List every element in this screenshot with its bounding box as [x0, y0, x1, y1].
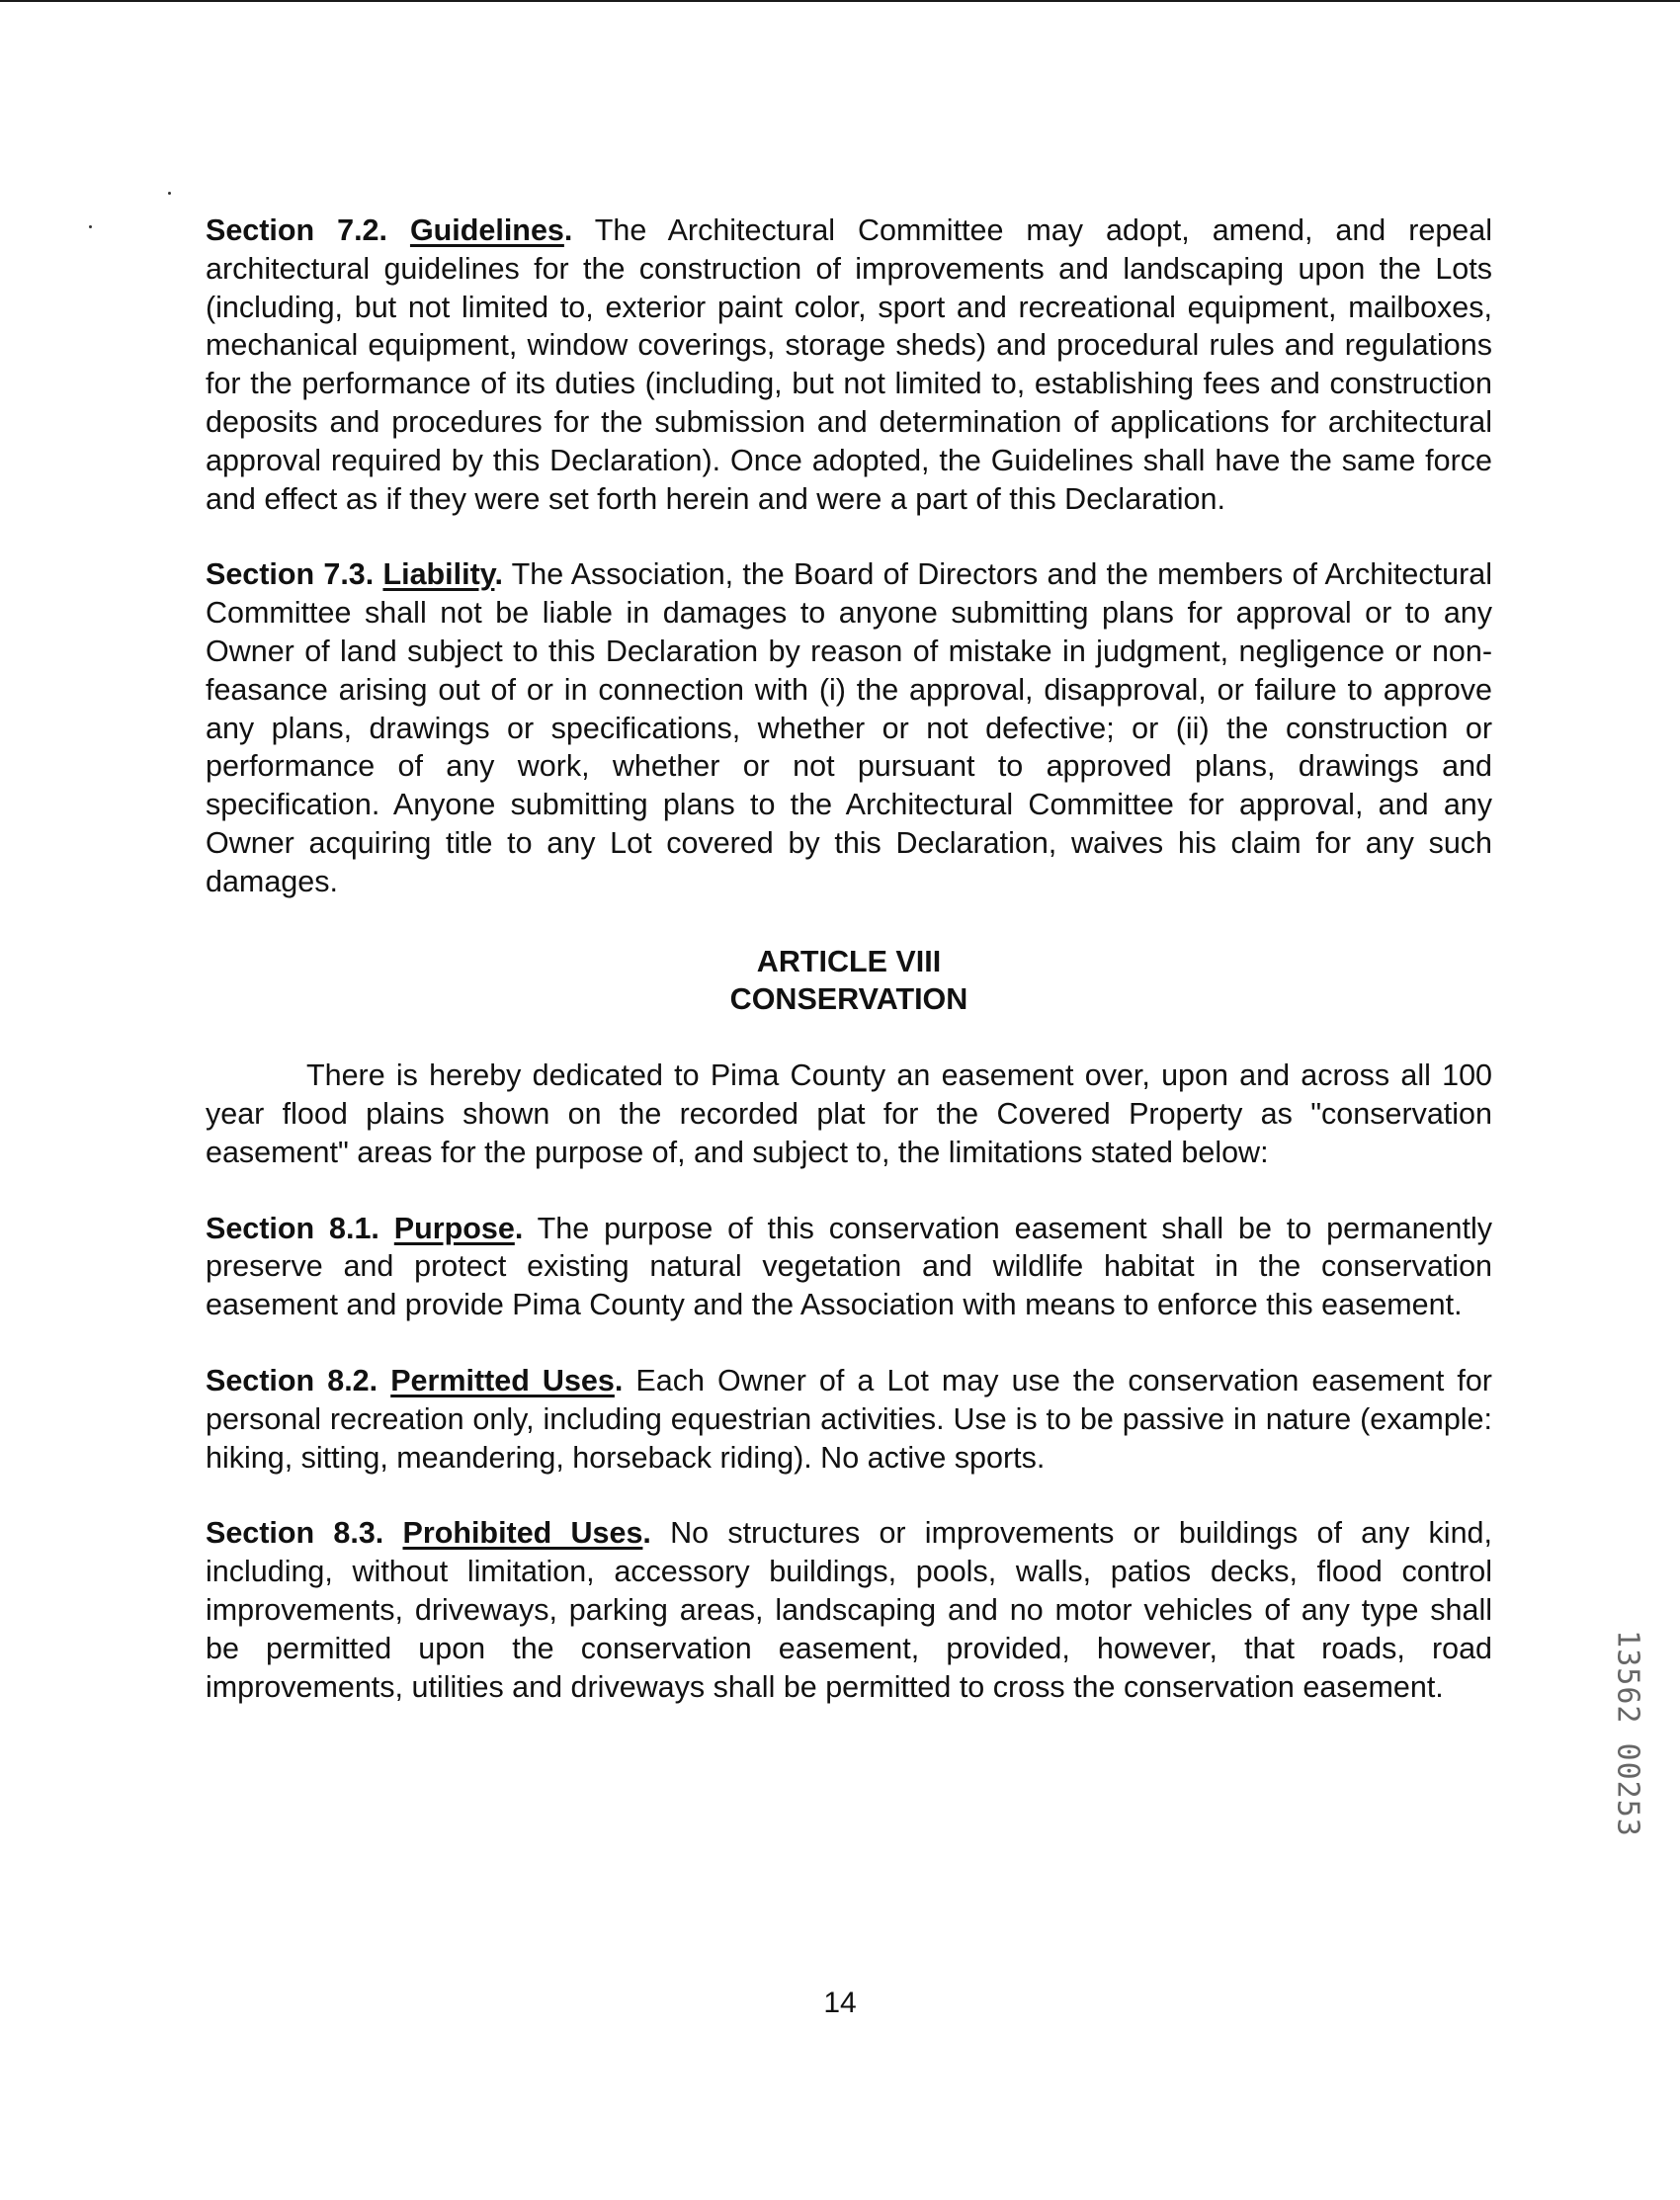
section-text: Each Owner of a Lot may use the conservation easement for personal recreation only, including equestrian activities. Use is to be passive in nature (example: hiking, sitting, meandering, horseback riding). No active sports.	[206, 1363, 1492, 1475]
section-8-1: Section 8.1. Purpose. The purpose of this conservation easement shall be to permanently preserve and protect existing natural vegetation and wildlife habitat in the conservation easement and provide Pima County and the Association with means to enforce this easement.	[206, 1211, 1492, 1322]
document-body	[206, 212, 1492, 1706]
article-intro: There is hereby dedicated to Pima County an easement over, upon and across all 100 year flood plains shown on the recorded plat for the Covered Property as "conservation easement" areas for the purpose of, and subject to, the limitations stated below:	[206, 1058, 1492, 1169]
section-text: The Architectural Committee may adopt, amend, and repeal architectural guidelines for the construction of improvements and landscaping upon the Lots (including, but not limited to, exterior paint color, sport and recreational equipment, mailboxes, mechanical equipment, window coverings, storage sheds) and procedural rules and regulations for the performance of its duties (including, but not limited to, establishing fees and construction deposits and procedures for the submission and determination of applications for architectural approval required by this Declaration). Once adopted, the Guidelines shall have the same force and effect as if they were set forth herein and were a part of this Declaration.	[206, 213, 1492, 516]
section-label: Section 8.2.	[206, 1363, 378, 1397]
section-text: The Association, the Board of Directors and the members of Architectural Committee shall not be liable in damages to anyone submitting plans for approval or to any Owner of land subject to this Declaration by reason of mistake in judgment, negligence or non-feasance arising out of or in connection with (i) the approval, disapproval, or failure to approve any plans, drawings or specifications, whether or not defective; or (ii) the construction or performance of any work, whether or not pursuant to approved plans, drawings and specification. Anyone submitting plans to the Architectural Committee for approval, and any Owner acquiring title to any Lot covered by this Declaration, waives his claim for any such damages.	[206, 557, 1492, 898]
section-title: Purpose	[393, 1211, 515, 1245]
section-7-3: Section 7.3. Liability. The Association, the Board of Directors and the members of Architectural Committee shall not be liable in damages to anyone submitting plans for approval or to any Owner of land subject to this Declaration by reason of mistake in judgment, negligence or non-feasance arising out of or in connection with (i) the approval, disapproval, or failure to approve any plans, drawings or specifications, whether or not defective; or (ii) the construction or performance of any work, whether or not pursuant to approved plans, drawings and specification. Anyone submitting plans to the Architectural Committee for approval, and any Owner acquiring title to any Lot covered by this Declaration, waives his claim for any such damages.	[206, 557, 1492, 898]
docket-number: 13562 00253	[1610, 1630, 1645, 1837]
section-title: Guidelines	[409, 213, 564, 247]
scan-border	[0, 0, 1680, 2]
page-number: 14	[823, 1987, 857, 2019]
section-7-2: Section 7.2. Guidelines. The Architectural Committee may adopt, amend, and repeal architectural guidelines for the construction of improvements and landscaping upon the Lots (including, but not limited to, exterior paint color, sport and recreational equipment, mailboxes, mechanical equipment, window coverings, storage sheds) and procedural rules and regulations for the performance of its duties (including, but not limited to, establishing fees and construction deposits and procedures for the submission and determination of applications for architectural approval required by this Declaration). Once adopted, the Guidelines shall have the same force and effect as if they were set forth herein and were a part of this Declaration.	[206, 213, 1492, 516]
docket-stamp	[1611, 1595, 1644, 1872]
section-label: Section 8.1.	[206, 1211, 379, 1245]
article-number: ARTICLE VIII	[756, 944, 942, 978]
section-label: Section 7.3.	[206, 557, 375, 592]
scan-speck	[89, 225, 92, 228]
scan-speck	[168, 192, 171, 195]
section-text: No structures or improvements or buildings of any kind, including, without limitation, accessory buildings, pools, walls, patios decks, flood control improvements, driveways, parking areas, landscaping and no motor vehicles of any type shall be permitted upon the conservation easement, provided, however, that roads, road improvements, utilities and driveways shall be permitted to cross the conservation easement.	[206, 1516, 1492, 1704]
section-label: Section 8.3.	[206, 1516, 384, 1551]
section-8-3: Section 8.3. Prohibited Uses. No structures or improvements or buildings of any kind, including, without limitation, accessory buildings, pools, walls, patios decks, flood control improvements, driveways, parking areas, landscaping and no motor vehicles of any type shall be permitted upon the conservation easement, provided, however, that roads, road improvements, utilities and driveways shall be permitted to cross the conservation easement.	[206, 1516, 1492, 1704]
section-8-2: Section 8.2. Permitted Uses. Each Owner of a Lot may use the conservation easement for personal recreation only, including equestrian activities. Use is to be passive in nature (example: hiking, sitting, meandering, horseback riding). No active sports.	[206, 1363, 1492, 1475]
section-label: Section 7.2.	[206, 213, 387, 247]
section-title: Prohibited Uses	[402, 1516, 643, 1551]
section-text: The purpose of this conservation easement shall be to permanently preserve and protect existing natural vegetation and wildlife habitat in the conservation easement and provide Pima County and the Association with means to enforce this easement.	[206, 1211, 1492, 1322]
article-name: CONSERVATION	[729, 982, 968, 1017]
article-heading	[206, 943, 1492, 1020]
section-title: Permitted Uses	[390, 1363, 615, 1397]
section-title: Liability	[382, 557, 495, 592]
